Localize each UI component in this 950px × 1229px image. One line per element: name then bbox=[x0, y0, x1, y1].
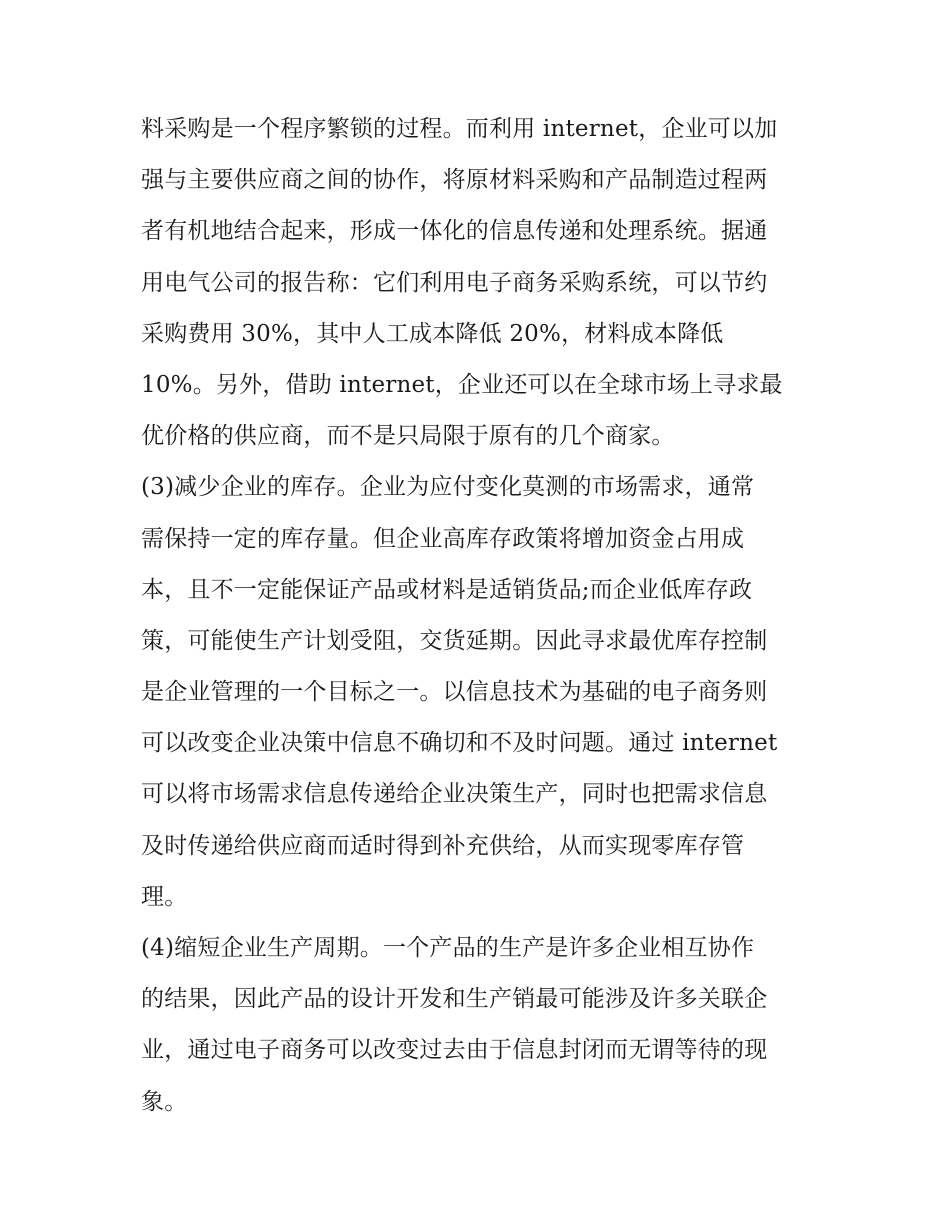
text-line: 优价格的供应商，而不是只局限于原有的几个商家。 bbox=[141, 423, 675, 450]
text-line: 可以改变企业决策中信息不确切和不及时问题。通过 internet bbox=[141, 730, 778, 757]
text-line: 策，可能使生产计划受阻，交货延期。因此寻求最优库存控制 bbox=[141, 627, 768, 654]
text-line: 用电气公司的报告称：它们利用电子商务采购系统，可以节约 bbox=[141, 269, 768, 296]
text-line: 是企业管理的一个目标之一。以信息技术为基础的电子商务则 bbox=[141, 679, 768, 706]
text-line: 需保持一定的库存量。但企业高库存政策将增加资金占用成 bbox=[141, 525, 745, 552]
text-line: 的结果，因此产品的设计开发和生产销最可能涉及许多关联企 bbox=[141, 986, 768, 1013]
section-heading-3: (3)减少企业的库存。企业为应付变化莫测的市场需求，通常 bbox=[141, 474, 755, 501]
text-line: 象。 bbox=[141, 1088, 188, 1115]
text-line: 者有机地结合起来，形成一体化的信息传递和处理系统。据通 bbox=[141, 218, 768, 245]
body-text bbox=[141, 104, 821, 1128]
text-line: 强与主要供应商之间的协作，将原材料采购和产品制造过程两 bbox=[141, 167, 768, 194]
text-line: 采购费用 30%，其中人工成本降低 20%，材料成本降低 bbox=[141, 320, 724, 347]
text-line: 可以将市场需求信息传递给企业决策生产，同时也把需求信息 bbox=[141, 781, 768, 808]
text-line: 理。 bbox=[141, 883, 188, 910]
text-line: 本，且不一定能保证产品或材料是适销货品;而企业低库存政 bbox=[141, 576, 753, 603]
text-line: 及时传递给供应商而适时得到补充供给，从而实现零库存管 bbox=[141, 832, 745, 859]
text-line: 料采购是一个程序繁锁的过程。而利用 internet，企业可以加 bbox=[141, 116, 778, 142]
text-line: 10%。另外，借助 internet，企业还可以在全球市场上寻求最 bbox=[141, 371, 783, 398]
text-line: 业，通过电子商务可以改变过去由于信息封闭而无谓等待的现 bbox=[141, 1037, 768, 1064]
section-heading-4: (4)缩短企业生产周期。一个产品的生产是许多企业相互协作 bbox=[141, 935, 755, 961]
